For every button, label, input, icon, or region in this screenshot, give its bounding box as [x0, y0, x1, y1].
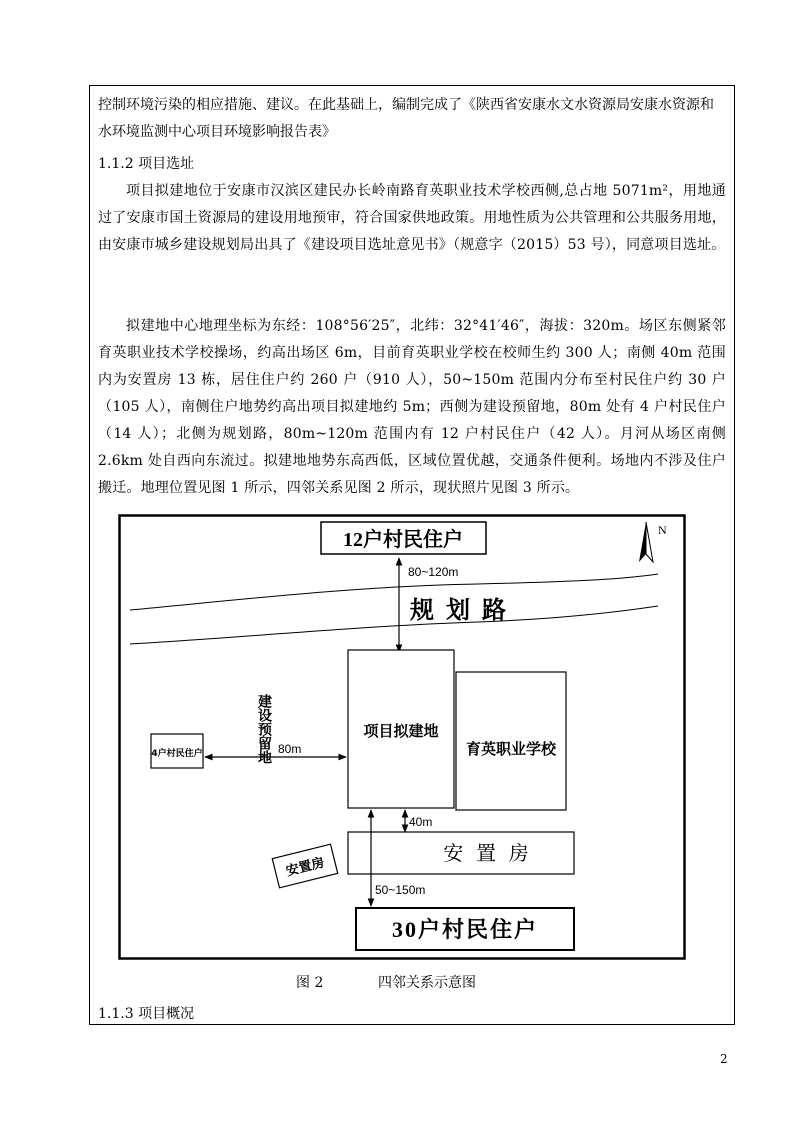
south-150m-label: 50~150m: [375, 883, 426, 897]
west-reserve-label: 建设预留地: [256, 694, 272, 764]
south-40m-label: 40m: [409, 815, 433, 829]
resettlement-bar-label: 安 置 房: [443, 841, 529, 865]
figure-caption-title: 四邻关系示意图: [378, 975, 476, 991]
south-households-label: 30户村民住户: [391, 917, 539, 942]
site-paragraph: 项目拟建地位于安康市汉滨区建民办长岭南路育英职业技术学校西侧,总占地 5071m²，用地通过了安康市国土资源局的建设用地预审，符合国家供地政策。用地性质为公共管理和公共服务用地，由安康市城乡建设规划局出具了《建设项目选址意见书》（规意字（2015）53 号），同意项目选址。: [98, 183, 726, 253]
road-label: 规 划 路: [410, 598, 506, 624]
project-site-label: 项目拟建地: [363, 722, 439, 740]
west-households-label: 4户村民住户: [151, 749, 203, 759]
north-arrow-icon: [639, 522, 653, 562]
school-label: 育英职业学校: [465, 740, 557, 758]
road-bottom-edge: [130, 606, 658, 644]
intro-paragraph: 控制环境污染的相应措施、建议。在此基础上，编制完成了《陕西省安康水文水资源局安康水资源和水环境监测中心项目环境影响报告表》: [98, 97, 714, 140]
figure-caption-number: 图 2: [296, 975, 324, 991]
section-heading-1-1-2: 1.1.2 项目选址: [98, 156, 195, 172]
coordinates-paragraph: 拟建地中心地理坐标为东经：108°56′25″，北纬：32°41′46″，海拔：320m。场区东侧紧邻育英职业技术学校操场，约高出场区 6m，目前育英职业学校在校师生约 300 人；南侧 40m 范围内为安置房 13 栋，居住住户约 260 户（910 人），50~150m 范围内分布至村民住户约 30 户（105 人），南侧住户地势约高出项目拟建地约 5m；西侧为建设预留地，80m 处有 4 户村民住户（14 人）；北侧为规划路，80m~120m 范围内有 12 户村民住户（42 人）。月河从场区南侧 2.6km 处自西向东流过。拟建地地势东高西低，区域位置优越，交通条件便利。场地内不涉及住户搬迁。地理位置见图 1 所示，四邻关系见图 2 所示，现状照片见图 3 所示。: [98, 318, 726, 496]
page-number: 2: [720, 1052, 728, 1066]
neighborhood-diagram: [118, 514, 686, 960]
section-heading-1-1-3: 1.1.3 项目概况: [98, 1006, 195, 1022]
north-households-label: 12户村民住户: [343, 529, 463, 551]
road-top-edge: [130, 574, 658, 610]
west-distance-label: 80m: [278, 742, 302, 756]
svg-text:安置房: 安置房: [284, 855, 327, 880]
resettlement-tag: [272, 844, 337, 888]
north-mark: N: [658, 523, 667, 537]
north-distance-label: 80~120m: [408, 565, 459, 579]
